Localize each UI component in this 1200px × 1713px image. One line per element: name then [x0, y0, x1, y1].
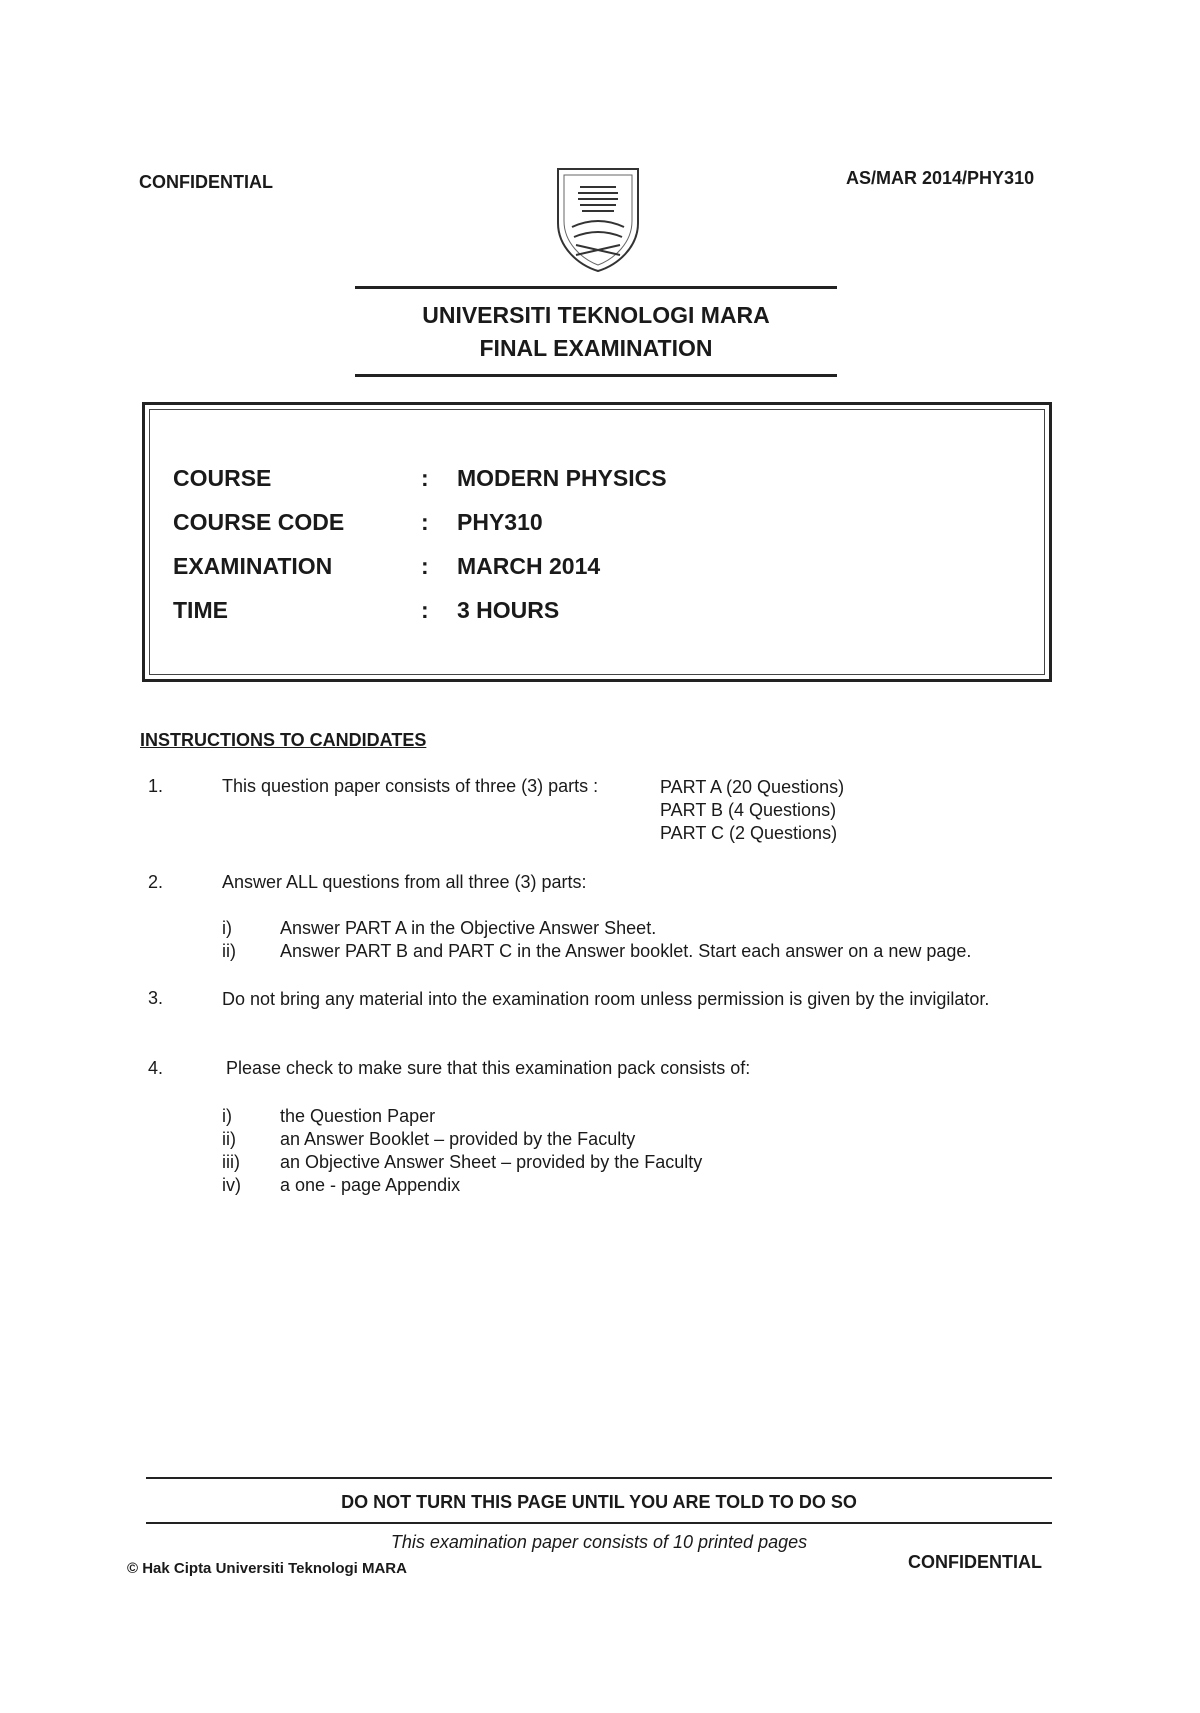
sub-item-label: iii) [222, 1152, 240, 1172]
university-name: UNIVERSITI TEKNOLOGI MARA [422, 302, 770, 328]
part-b-item: PART B (4 Questions) [660, 800, 837, 820]
info-label: TIME [173, 597, 228, 623]
info-label: COURSE [173, 465, 272, 491]
instructions-heading: INSTRUCTIONS TO CANDIDATES [140, 730, 427, 750]
sub-item-text: Answer PART A in the Objective Answer Sheet. [280, 918, 657, 938]
instruction-text: Please check to make sure that this examination pack consists of: [226, 1058, 751, 1078]
instruction-number: 3. [148, 988, 164, 1008]
instruction-number: 1. [148, 776, 164, 796]
info-colon: : [421, 509, 429, 535]
sub-item-label: i) [222, 918, 232, 938]
sub-item-label: iv) [222, 1175, 241, 1195]
info-value: 3 HOURS [457, 597, 560, 623]
info-colon: : [421, 465, 429, 491]
sub-item-text: an Objective Answer Sheet – provided by the Faculty [280, 1152, 703, 1172]
sub-item-text: Answer PART B and PART C in the Answer booklet. Start each answer on a new page. [280, 941, 972, 961]
info-colon: : [421, 553, 429, 579]
exam-title: FINAL EXAMINATION [479, 335, 713, 361]
sub-item-text: an Answer Booklet – provided by the Faculty [280, 1129, 636, 1149]
do-not-turn-warning: DO NOT TURN THIS PAGE UNTIL YOU ARE TOLD TO DO SO [341, 1492, 857, 1512]
sub-item-text: the Question Paper [280, 1106, 436, 1126]
sub-item-text: a one - page Appendix [280, 1175, 461, 1195]
sub-item-label: ii) [222, 941, 236, 961]
title-top-rule [355, 286, 837, 289]
info-label: EXAMINATION [173, 553, 333, 579]
instruction-text: Do not bring any material into the examination room unless permission is given by the invigilator. [222, 989, 990, 1009]
info-colon: : [421, 597, 429, 623]
university-crest-logo [554, 165, 642, 273]
printed-pages-note: This examination paper consists of 10 printed pages [390, 1532, 808, 1552]
info-value: PHY310 [457, 509, 543, 535]
instruction-number: 2. [148, 872, 164, 892]
course-info-box [142, 402, 1052, 682]
header-confidential-label: CONFIDENTIAL [139, 172, 273, 192]
info-value: MODERN PHYSICS [457, 465, 667, 491]
footer-top-rule [146, 1477, 1052, 1479]
part-c-item: PART C (2 Questions) [660, 823, 838, 843]
info-value: MARCH 2014 [457, 553, 601, 579]
parts-list [660, 776, 844, 845]
instruction-text: Answer ALL questions from all three (3) parts: [222, 872, 587, 892]
sub-item-label: ii) [222, 1129, 236, 1149]
footer-confidential-label: CONFIDENTIAL [908, 1552, 1042, 1572]
part-a-item: PART A (20 Questions) [660, 777, 845, 797]
instruction-text: This question paper consists of three (3) parts : [222, 776, 599, 796]
sub-item-label: i) [222, 1106, 232, 1126]
copyright-notice: © Hak Cipta Universiti Teknologi MARA [127, 1560, 407, 1577]
footer-bottom-rule [146, 1522, 1052, 1524]
instruction-number: 4. [148, 1058, 164, 1078]
header-reference-code: AS/MAR 2014/PHY310 [846, 168, 1035, 188]
title-bottom-rule [355, 374, 837, 377]
info-label: COURSE CODE [173, 509, 345, 535]
